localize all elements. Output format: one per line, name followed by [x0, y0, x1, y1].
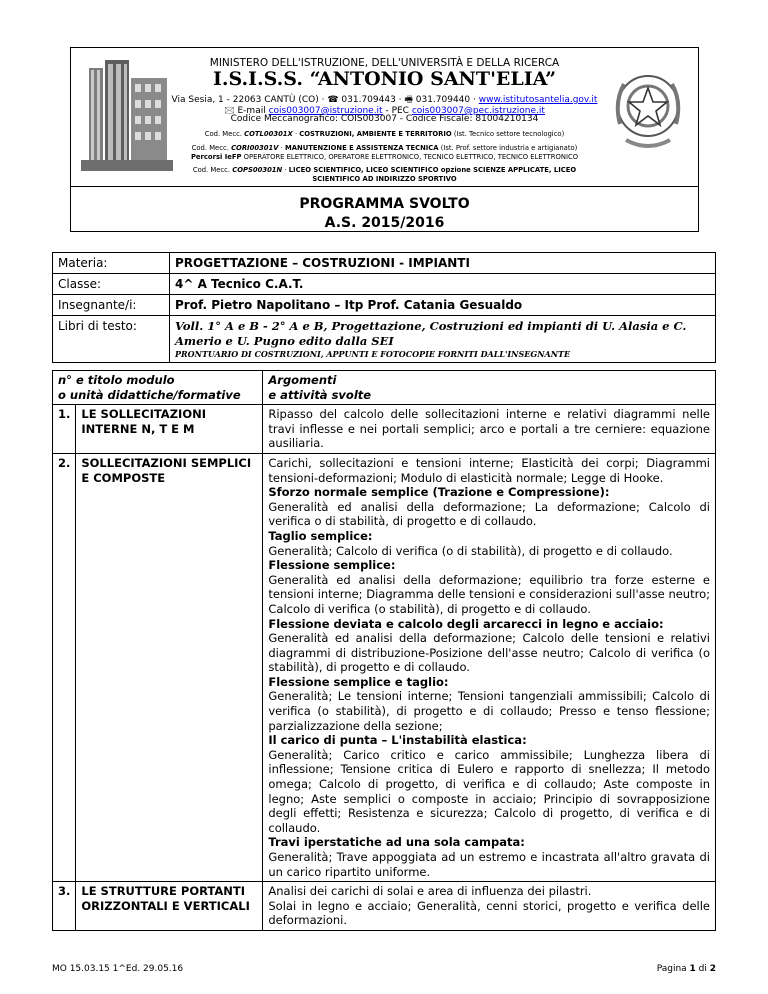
insegnanti-label: Insegnante/i: [53, 295, 170, 316]
program-header-row [53, 371, 716, 405]
module-number: 3. [53, 882, 76, 931]
topic-heading: Sforzo normale semplice (Trazione e Compressione): [268, 485, 610, 500]
topic-text: Generalità ed analisi della deformazione; equilibrio tra forze esterne e tensioni interne; Diagramma delle tensioni e considerazioni sull'asse neutro; Calcolo di verifica (o stabilità), di progetto e di collaudo. [268, 572, 710, 616]
topic-heading: Flessione semplice: [268, 558, 396, 573]
website-link[interactable]: www.istitutosantelia.gov.it [478, 95, 598, 105]
topic-text: Carichi, sollecitazioni e tensioni interne; Elasticità dei corpi; Diagrammi tensioni-deformazioni; Modulo di elasticità normale; Legge di Hooke. [268, 455, 710, 485]
topic-text: Generalità ed analisi della deformazione; La deformazione; Calcolo di verifica o di stabilità, di progetto e di collaudo. [268, 499, 710, 529]
program-title: PROGRAMMA SVOLTO [299, 196, 470, 212]
address-text: Via Sesia, 1 - 22063 CANTÙ (CO) · ☎ 031.709443 · 🖷 031.709440 · [171, 95, 476, 105]
page-number: Pagina 1 di 2 [656, 964, 716, 974]
topic-heading: Flessione semplice e taglio: [268, 674, 449, 689]
module-column-header: n° e titolo modulo o unità didattiche/formative [53, 371, 263, 405]
topic-heading: Taglio semplice: [268, 528, 373, 543]
topic-text: Analisi dei carichi di solai e area di influenza dei pilastri. [268, 884, 592, 899]
topic-text: Ripasso del calcolo delle sollecitazioni interne e relativi diagrammi nelle travi inflesse e nei portali semplici; arco e portali a tre cerniere: equazione ausiliaria. [268, 407, 710, 451]
section-iefp: Percorsi IeFP OPERATORE ELETTRICO, OPERATORE ELETTRONICO, TECNICO ELETTRICO, TECNICO ELETTRONICO [190, 153, 579, 161]
module-title: SOLLECITAZIONI SEMPLICI E COMPOSTE [76, 453, 263, 881]
libri-value [170, 316, 716, 363]
modules-body [53, 405, 716, 931]
section-cat: Cod. Mecc. COTL00301X · COSTRUZIONI, AMBIENTE E TERRITORIO (Ist. Tecnico settore tecnologico) [204, 130, 565, 138]
textbooks-main: Voll. 1° A e B - 2° A e B, Progettazione, Costruzioni ed impianti di U. Alasia e C. Amerio e U. Pugno edito dalla SEI [175, 319, 687, 348]
topic-text: Generalità; Trave appoggiata ad un estremo e incastrata all'altro gravata di un carico ripartito uniforme. [268, 850, 710, 879]
module-number: 1. [53, 405, 76, 454]
header-divider [71, 186, 698, 187]
module-row [53, 453, 716, 881]
section-liceo-cont: SCIENTIFICO AD INDIRIZZO SPORTIVO [312, 175, 457, 183]
info-row-insegnanti [53, 295, 716, 316]
classe-label: Classe: [53, 274, 170, 295]
school-year: A.S. 2015/2016 [324, 215, 445, 231]
topic-heading: Flessione deviata e calcolo degli arcarecci in legno e acciaio: [268, 616, 664, 631]
ministry-name: MINISTERO DELL'ISTRUZIONE, DELL'UNIVERSITÀ E DELLA RICERCA [209, 57, 560, 69]
insegnanti-value: Prof. Pietro Napolitano – Itp Prof. Catania Gesualdo [170, 295, 716, 316]
module-topics [263, 405, 716, 454]
topic-text: Generalità; Calcolo di verifica (o di stabilità), di progetto e di collaudo. [268, 543, 673, 558]
topics-column-header: Argomenti e attività svolte [263, 371, 716, 405]
program-table [52, 370, 716, 931]
info-row-libri [53, 316, 716, 363]
module-topics [263, 453, 716, 881]
section-mat: Cod. Mecc. CORI00301V · MANUTENZIONE E ASSISTENZA TECNICA (Ist. Prof. settore industria e artigianato) [191, 144, 578, 152]
topic-text: Generalità; Carico critico e carico ammissibile; Lunghezza libera di inflessione; Tensione critica di Eulero e rapporto di snellezza; Il metodo omega; Calcolo di progetto, di verifica e di collaudo; Aste composte in legno; Aste semplici o composte in acciaio; Principio di sovrapposizione degli effetti; Resistenza e sicurezza; Calcolo di progetto, di verifica e di collaudo. [268, 747, 710, 835]
school-name: I.S.I.S.S. “ANTONIO SANT'ELIA” [212, 68, 557, 90]
classe-value: 4^ A Tecnico C.A.T. [170, 274, 716, 295]
topic-text: Generalità; Le tensioni interne; Tensioni tangenziali ammissibili; Calcolo di verifica (o stabilità), di progetto e di collaudo; Presso e tenso flessione; parzializzazione della sezione; [268, 689, 710, 733]
email-link[interactable]: cois003007@istruzione.it [268, 106, 383, 116]
pec-label: - PEC [382, 106, 409, 116]
module-title: LE STRUTTURE PORTANTI ORIZZONTALI E VERTICALI [76, 882, 263, 931]
info-row-classe [53, 274, 716, 295]
email-label: 🖂 E-mail [224, 106, 266, 116]
materia-label: Materia: [53, 253, 170, 274]
module-number: 2. [53, 453, 76, 881]
topic-text: Solai in legno e acciaio; Generalità, cenni storici, progetto e verifica delle deformazioni. [268, 898, 710, 928]
topic-heading: Travi iperstatiche ad una sola campata: [268, 835, 525, 850]
module-row [53, 882, 716, 931]
materia-value: PROGETTAZIONE – COSTRUZIONI - IMPIANTI [170, 253, 716, 274]
module-row [53, 405, 716, 454]
module-title: LE SOLLECITAZIONI INTERNE N, T E M [76, 405, 263, 454]
topic-heading: Il carico di punta – L'instabilità elastica: [268, 733, 527, 748]
module-topics [263, 882, 716, 931]
textbooks-extra: PRONTUARIO DI COSTRUZIONI, APPUNTI E FOTOCOPIE FORNITI DALL'INSEGNANTE [175, 349, 571, 359]
libri-label: Libri di testo: [53, 316, 170, 363]
course-info-table [52, 252, 716, 363]
section-liceo: Cod. Mecc. COPS00301N · LICEO SCIENTIFICO, LICEO SCIENTIFICO opzione SCIENZE APPLICATE, LICEO [192, 166, 577, 174]
topic-text: Generalità ed analisi della deformazione; Calcolo delle tensioni e relativi diagrammi di distribuzione-Posizione dell'asse neutro; Calcolo di verifica (o stabilità), di progetto e di collaudo. [268, 631, 710, 675]
pec-link[interactable]: cois003007@pec.istruzione.it [411, 106, 545, 116]
footer-doc-code: MO 15.03.15 1^Ed. 29.05.16 [52, 964, 184, 974]
letterhead [70, 47, 699, 232]
info-row-materia [53, 253, 716, 274]
codes-line: Codice Meccanografico: COIS003007 - Codice Fiscale: 81004210134 [230, 114, 539, 124]
